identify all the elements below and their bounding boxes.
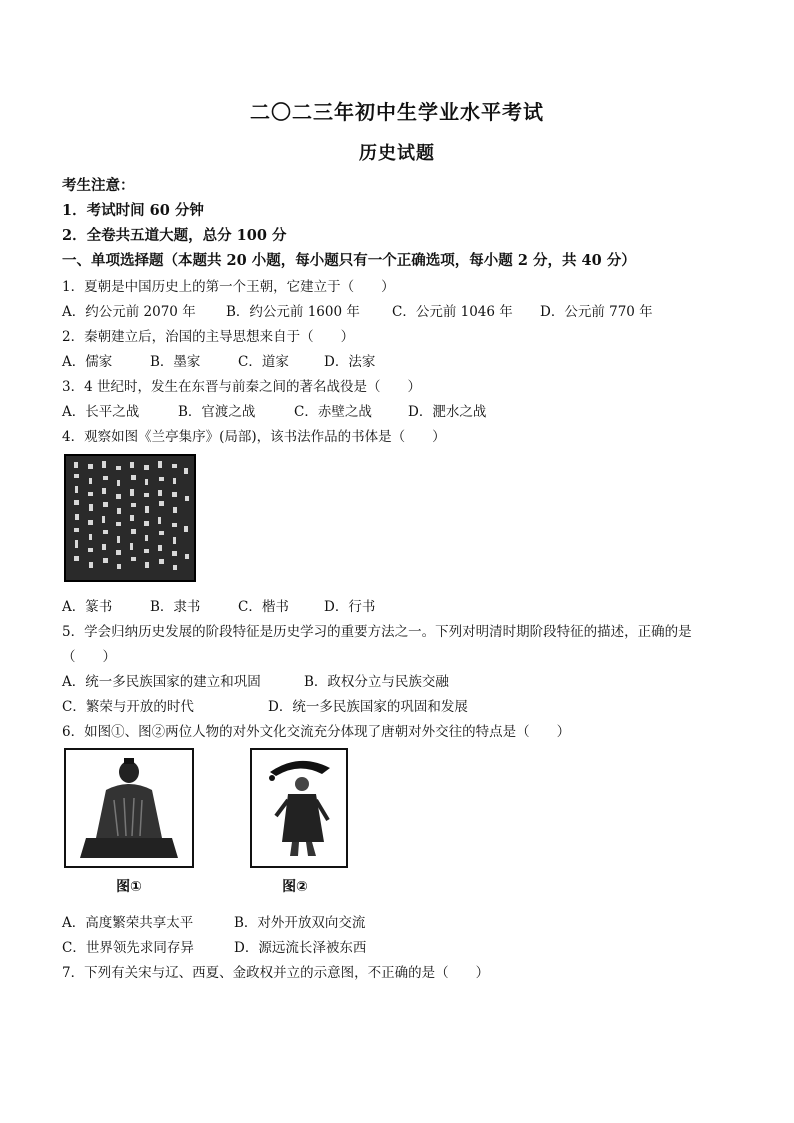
question-7-stem: 7．下列有关宋与辽、西夏、金政权并立的示意图，不正确的是（ ） <box>62 965 490 981</box>
exam-title: 二〇二三年初中生学业水平考试 <box>250 100 544 124</box>
exam-subtitle: 历史试题 <box>359 143 435 164</box>
q3-option-c[interactable]: C．赤壁之战 <box>294 404 372 420</box>
q4-option-d[interactable]: D．行书 <box>324 599 376 615</box>
q2-option-a[interactable]: A．儒家 <box>62 354 113 370</box>
q3-option-a[interactable]: A．长平之战 <box>62 404 140 420</box>
figure-1-label: 图① <box>116 879 142 895</box>
calligraphy-image <box>64 454 196 582</box>
q3-option-d[interactable]: D．淝水之战 <box>408 404 487 420</box>
q6-option-c[interactable]: C．世界领先求同存异 <box>62 940 194 956</box>
question-1-stem: 1．夏朝是中国历史上的第一个王朝，它建立于（ ） <box>62 279 395 295</box>
q4-option-b[interactable]: B．隶书 <box>150 599 201 615</box>
q3-option-b[interactable]: B．官渡之战 <box>178 404 256 420</box>
q5-option-d[interactable]: D．统一多民族国家的巩固和发展 <box>268 699 468 715</box>
question-5-stem: 5．学会归纳历史发展的阶段特征是历史学习的重要方法之一。下列对明清时期阶段特征的描述，正确的是 <box>62 624 692 640</box>
q4-option-a[interactable]: A．篆书 <box>62 599 113 615</box>
question-2-stem: 2．秦朝建立后，治国的主导思想来自于（ ） <box>62 329 355 345</box>
q5-option-c[interactable]: C．繁荣与开放的时代 <box>62 699 194 715</box>
section-heading: 一、单项选择题（本题共 20 小题，每小题只有一个正确选项，每小题 2 分，共 40 分） <box>62 252 636 269</box>
q5-option-b[interactable]: B．政权分立与民族交融 <box>304 674 449 690</box>
notice-item-2: 2．全卷共五道大题，总分 100 分 <box>62 227 287 244</box>
q6-option-b[interactable]: B．对外开放双向交流 <box>234 915 366 931</box>
question-5-stem-cont: （ ） <box>62 649 116 665</box>
figure-1-image <box>64 748 194 868</box>
notice-item-1: 1．考试时间 60 分钟 <box>62 202 204 219</box>
q2-option-c[interactable]: C．道家 <box>238 354 289 370</box>
q2-option-b[interactable]: B．墨家 <box>150 354 201 370</box>
question-3-stem: 3．4 世纪时，发生在东晋与前秦之间的著名战役是（ ） <box>62 379 421 395</box>
q4-option-c[interactable]: C．楷书 <box>238 599 289 615</box>
figure-2-image <box>250 748 348 868</box>
q2-option-d[interactable]: D．法家 <box>324 354 376 370</box>
q6-option-a[interactable]: A．高度繁荣共享太平 <box>62 915 194 931</box>
question-6-stem: 6．如图①、图②两位人物的对外文化交流充分体现了唐朝对外交往的特点是（ ） <box>62 724 571 740</box>
q1-option-a[interactable]: A．约公元前 2070 年 <box>62 304 196 320</box>
notice-heading: 考生注意： <box>62 177 135 194</box>
q1-option-b[interactable]: B．约公元前 1600 年 <box>226 304 360 320</box>
q5-option-a[interactable]: A．统一多民族国家的建立和巩固 <box>62 674 261 690</box>
figure-2-label: 图② <box>282 879 308 895</box>
question-4-stem: 4．观察如图《兰亭集序》(局部)，该书法作品的书体是（ ） <box>62 429 446 445</box>
q1-option-d[interactable]: D．公元前 770 年 <box>540 304 653 320</box>
q6-option-d[interactable]: D．源远流长泽被东西 <box>234 940 367 956</box>
q1-option-c[interactable]: C．公元前 1046 年 <box>392 304 513 320</box>
